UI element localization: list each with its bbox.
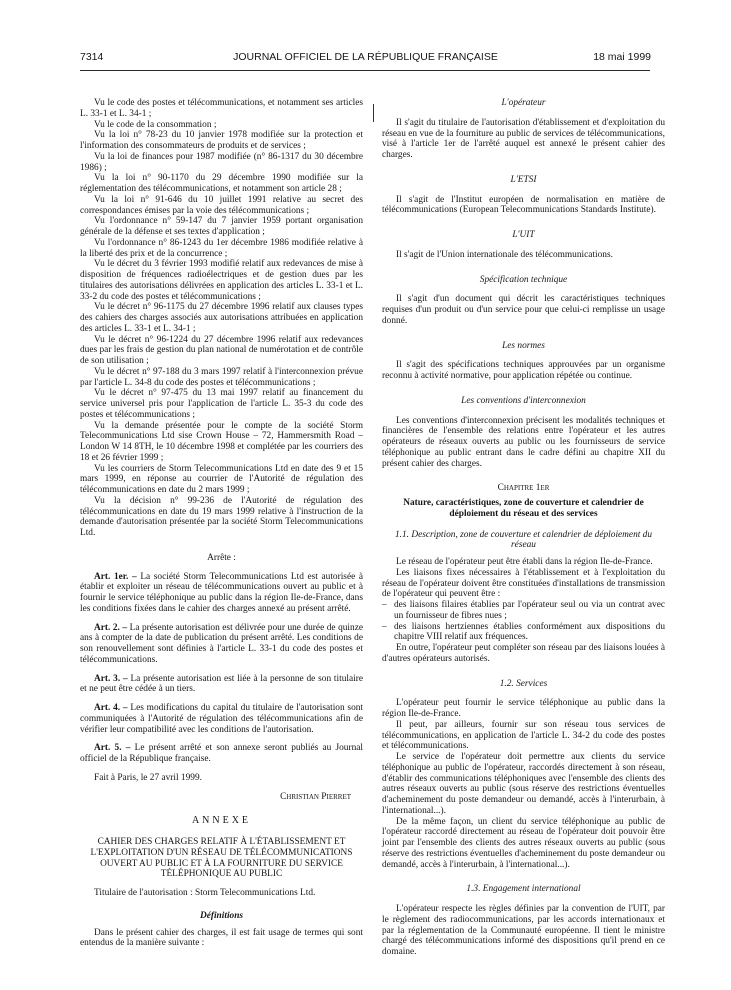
article-text: La présente autorisation est liée à la personne de son titulaire et ne peut être cédée à un tiers. <box>80 673 363 695</box>
definition-term: Les normes <box>502 340 545 351</box>
vu-paragraph: Vu le code des postes et télécommunications, et notamment ses articles L. 33-1 et L. 34-1 ; <box>80 98 363 119</box>
section-1-3-heading: 1.3. Engagement international <box>466 884 581 895</box>
vu-paragraph: Vu le décret n° 96-1175 du 27 décembre 1996 relatif aux clauses types des cahiers des charges associés aux autorisations attribuées en application des articles L. 33-1 et L. 34-1 ; <box>80 302 363 334</box>
signature: Christian Pierret <box>280 791 351 802</box>
article-label: Art. 1er. – <box>94 571 137 582</box>
vu-paragraph: Vu le décret du 3 février 1993 modifié relatif aux redevances de mise à disposition de fréquences radioélectriques et de gestion dues par les titulaires des autorisations délivrées en application des articles L. 33-1 et L. 33-2 du code des postes et télécommunications ; <box>80 259 363 302</box>
page-number: 7314 <box>80 51 104 63</box>
paragraph: Les liaisons fixes nécessaires à l'établissement et à l'exploitation du réseau de l'opérateur doivent être constituées d'installations de transmission de l'opérateur qui peuvent être : <box>382 567 665 600</box>
vu-paragraph: Vu le décret n° 97-188 du 3 mars 1997 relatif à l'interconnexion prévue par l'article L. 34-8 du code des postes et télécommunications ; <box>80 366 363 388</box>
paragraph: Le réseau de l'opérateur peut être établi dans la région Ile-de-France. <box>396 557 653 567</box>
right-column <box>382 98 665 958</box>
list-item: – des liaisons hertziennes établies conformément aux dispositions du chapitre VIII relatif aux fréquences. <box>382 621 665 643</box>
list-item-text: des liaisons hertziennes établies conformément aux dispositions du chapitre VIII relatif aux fréquences. <box>394 621 665 643</box>
paragraph: Il peut, par ailleurs, fournir sur son réseau tous services de télécommunications, en application de l'article L. 34-2 du code des postes et télécommunications. <box>382 719 665 752</box>
list-item-text: des liaisons filaires établies par l'opérateur seul ou via un contrat avec un fournisseur de fibres nues ; <box>394 600 665 621</box>
issue-date: 18 mai 1999 <box>593 51 651 63</box>
vu-paragraph: Vu la loi n° 90-1170 du 29 décembre 1990 modifiée sur la réglementation des télécommunications, et notamment son article 28 ; <box>80 173 363 194</box>
signed-date: Fait à Paris, le 27 avril 1999. <box>94 772 202 783</box>
annexe-heading: ANNEXE <box>191 815 252 827</box>
left-column <box>80 98 363 949</box>
running-header <box>80 51 651 69</box>
vu-paragraph: Vu la loi n° 78-23 du 10 janvier 1978 modifiée sur la protection et l'information des consommateurs de produits et de services ; <box>80 130 363 151</box>
article-1 <box>80 572 363 615</box>
definition-text: Il s'agit de l'Institut européen de normalisation en matière de télécommunications (European Telecommunications Standards Institute). <box>382 194 665 216</box>
vu-paragraph: Vu les courriers de Storm Telecommunications Ltd en date des 9 et 15 mars 1999, en réponse au courrier de l'Autorité de régulation des télécommunications en date du 2 mars 1999 ; <box>80 463 363 495</box>
article-label: Art. 4. – <box>94 703 128 713</box>
cahier-title: CAHIER DES CHARGES RELATIF À L'ÉTABLISSEMENT ET L'EXPLOITATION D'UN RÉSEAU DE TÉLÉCOMMUNICATIONS OUVERT AU PUBLIC ET À LA FOURNITURE DU SERVICE TÉLÉPHONIQUE AU PUBLIC <box>90 837 353 880</box>
chapter-title: Nature, caractéristiques, zone de couverture et calendrier de déploiement du réseau et des services <box>403 498 644 519</box>
vu-paragraph: Vu le code de la consommation ; <box>94 119 217 130</box>
article-5 <box>80 743 363 765</box>
definitions-heading: Définitions <box>199 910 244 921</box>
vu-paragraph: Vu la demande présentée pour le compte de la société Storm Telecommunications Ltd sise Crown House – 72, Hammersmith Road – London W 14 8TH, le 10 décembre 1998 et complétée par les courriers des 18 et 26 février 1999 ; <box>80 420 363 463</box>
article-text: Le présent arrêté et son annexe seront publiés au Journal officiel de la République française. <box>80 743 363 764</box>
article-2 <box>80 623 363 666</box>
section-1-2-heading: 1.2. Services <box>499 678 548 689</box>
header-rule <box>80 70 650 71</box>
vu-paragraph: Vu la loi n° 91-646 du 10 juillet 1991 relative au secret des correspondances émises par la voie des télécommunications ; <box>80 194 363 216</box>
definition-term: L'opérateur <box>501 98 546 108</box>
definition-text: Il s'agit des spécifications techniques approuvées par un organisme reconnu à activité normative, pour application répétée ou continue. <box>382 360 665 381</box>
chapter-label: Chapitre 1er <box>497 483 550 494</box>
column-divider <box>373 104 374 122</box>
section-1-1-heading: 1.1. Description, zone de couverture et calendrier de déploiement du réseau <box>394 529 653 551</box>
vu-paragraph: Vu le décret n° 96-1224 du 27 décembre 1996 relatif aux redevances dues par les frais de gestion du plan national de numérotation et de contrôle de son utilisation ; <box>80 334 363 366</box>
article-label: Art. 5. – <box>94 743 131 754</box>
article-text: La société Storm Telecommunications Ltd est autorisée à établir et exploiter un réseau de télécommunications ouvert au public et à fournir le service téléphonique au public dans la région Ile-de-France, dans les conditions fixées dans le cahier des charges annexé au présent arrêté. <box>80 571 363 614</box>
paragraph: De la même façon, un client du service téléphonique au public de l'opérateur raccordé directement au réseau de l'opérateur doit pouvoir être joint par l'ensemble des clients des autres réseaux ouverts au public (sous réserve des restrictions éventuelles d'acheminement du poste demandeur ou demandé, accès à l'interurbain, à l'international...). <box>382 816 665 870</box>
list-item: – des liaisons filaires établies par l'opérateur seul ou via un contrat avec un fournisseur de fibres nues ; <box>382 600 665 621</box>
paragraph: Le service de l'opérateur doit permettre aux clients du service téléphonique au public de l'opérateur, raccordés directement à son réseau, d'établir des communications téléphoniques avec l'ensemble des clients des autres réseaux ouverts au public (sous réserve des restrictions éventuelles d'acheminement du poste demandeur ou demandé, accès à l'interurbain, à l'international...). <box>382 752 665 816</box>
article-label: Art. 3. – <box>94 673 128 684</box>
definition-text: Il s'agit de l'Union internationale des télécommunications. <box>396 249 613 260</box>
vu-paragraph: Vu la décision n° 99-236 de l'Autorité de régulation des télécommunications en date du 19 mars 1999 relative à l'instruction de la demande d'autorisation présentée par la société Storm Telecommunications Ltd. <box>80 495 363 538</box>
vu-paragraph: Vu l'ordonnance n° 59-147 du 7 janvier 1959 portant organisation générale de la défense et ses textes d'application ; <box>80 216 363 237</box>
article-label: Art. 2. – <box>94 622 128 633</box>
vu-paragraph: Vu la loi de finances pour 1987 modifiée (n° 86-1317 du 30 décembre 1986) ; <box>80 151 363 173</box>
definition-term: L'UIT <box>512 230 535 240</box>
definition-text: Il s'agit d'un document qui décrit les caractéristiques techniques requises d'un produit ou d'un service pour que celui-ci remplisse un usage donné. <box>382 294 665 326</box>
vu-paragraph: Vu l'ordonnance n° 86-1243 du 1er décembre 1986 modifiée relative à la liberté des prix et de la concurrence ; <box>80 237 363 259</box>
vu-paragraph: Vu le décret n° 97-475 du 13 mai 1997 relatif au financement du service universel pris pour l'application de l'article L. 35-3 du code des postes et télécommunications ; <box>80 388 363 420</box>
paragraph: En outre, l'opérateur peut compléter son réseau par des liaisons louées à d'autres opérateurs autorisés. <box>382 643 665 664</box>
paragraph: L'opérateur respecte les règles définies par la convention de l'UIT, par le règlement des radiocommunications, par les accords internationaux et par la réglementation de la Communauté européenne. Il tient le ministre chargé des télécommunications informé des dispositions qu'il prend en ce domaine. <box>382 904 665 957</box>
titulaire-line: Titulaire de l'autorisation : Storm Telecommunications Ltd. <box>94 888 316 898</box>
definition-term: Spécification technique <box>479 274 568 285</box>
article-text: Les modifications du capital du titulaire de l'autorisation sont communiquées à l'Autorité de régulation des télécommunications afin de vérifier leur compatibilité avec les conditions de l'autorisation. <box>80 703 364 735</box>
arrete-heading: Arrête : <box>207 552 236 563</box>
journal-title: JOURNAL OFFICIEL DE LA RÉPUBLIQUE FRANÇAISE <box>233 51 498 63</box>
definition-term: L'ETSI <box>510 174 537 185</box>
definitions-intro: Dans le présent cahier des charges, il est fait usage de termes qui sont entendus de la manière suivante : <box>80 927 363 949</box>
definition-text: Il s'agit du titulaire de l'autorisation d'établissement et d'exploitation du réseau en vue de la fourniture au public de services de télécommunications, visé à l'article 1er de l'arrêté auquel est annexé le présent cahier des charges. <box>382 117 665 160</box>
article-3 <box>80 674 363 696</box>
definition-text: Les conventions d'interconnexion précisent les modalités techniques et financières de l'ensemble des relations entre l'opérateur et les autres opérateurs de réseaux ouverts au public ou les fournisseurs de service téléphonique au public entrant dans le cadre défini au chapitre XII du présent cahier des charges. <box>382 415 665 469</box>
article-text: La présente autorisation est délivrée pour une durée de quinze ans à compter de la date de publication du présent arrêté. Les conditions de son renouvellement sont définies à l'article L. 33-1 du code des postes et télécommunications. <box>80 622 363 665</box>
paragraph: L'opérateur peut fournir le service téléphonique au public dans la région Ile-de-France. <box>382 698 665 719</box>
definition-term: Les conventions d'interconnexion <box>461 395 586 406</box>
article-4 <box>80 703 363 735</box>
